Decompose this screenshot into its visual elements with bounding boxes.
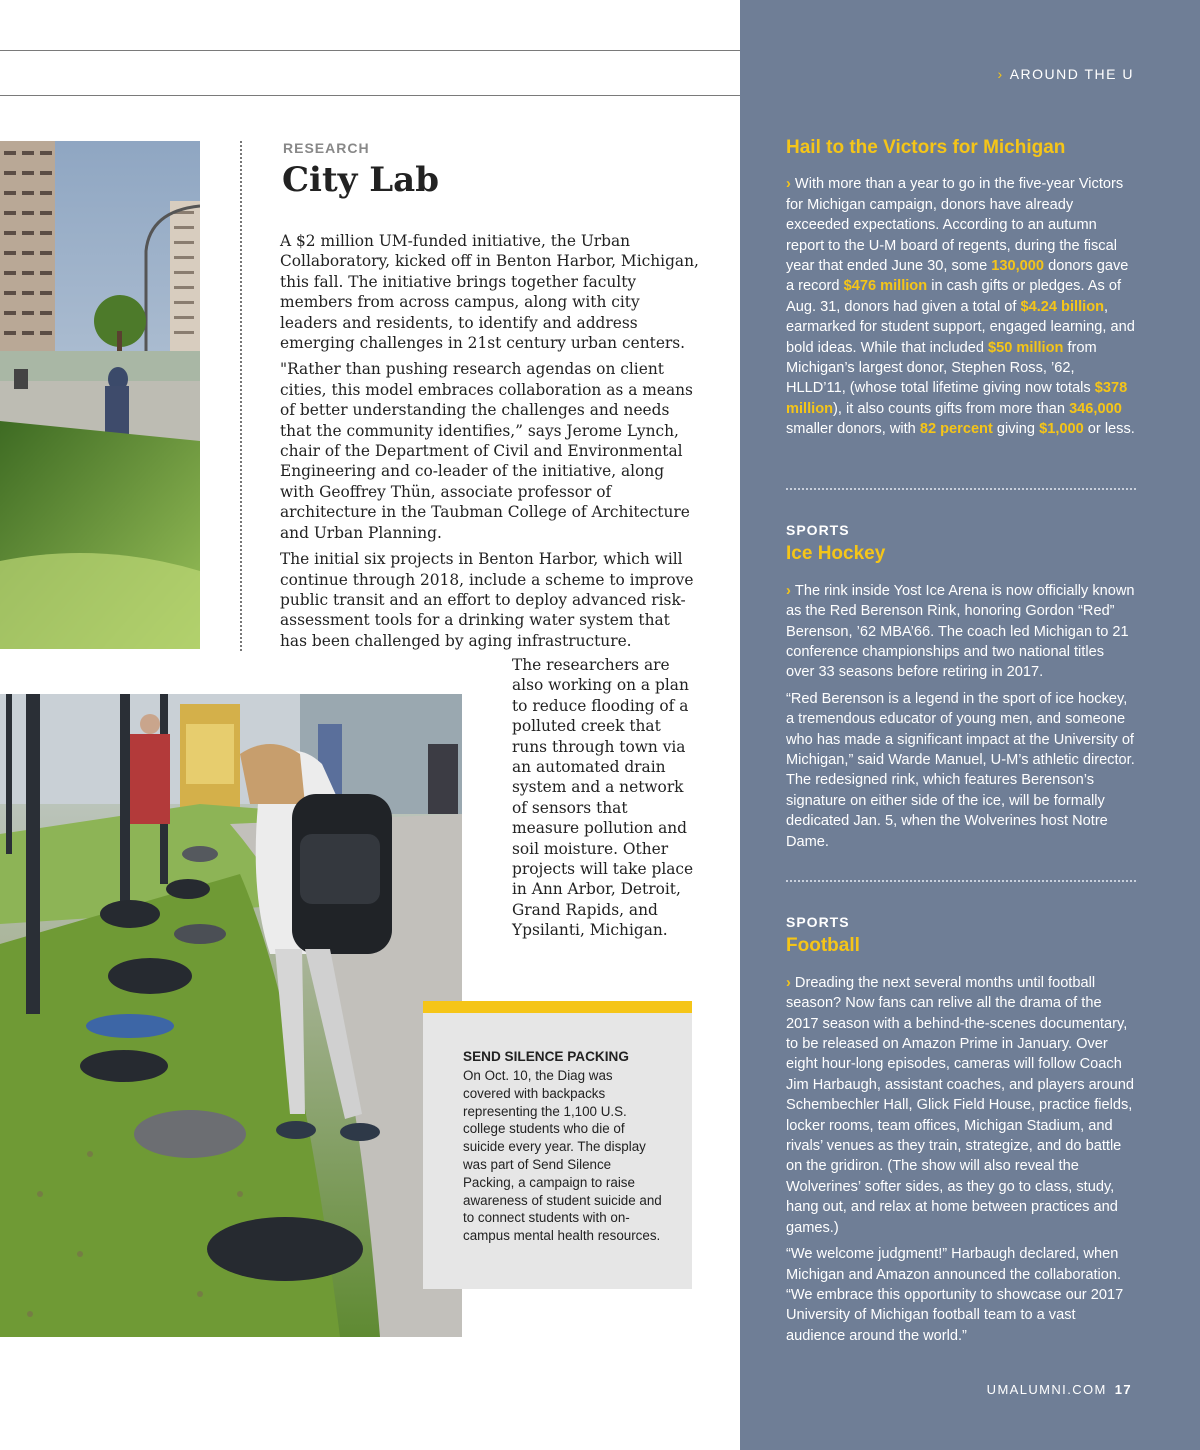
chevron-right-icon: ›	[997, 66, 1004, 82]
chevron-right-icon: ›	[786, 974, 795, 991]
victors-text-5: from Michigan’s largest donor, Stephen Ross, ’62, HLLD’11, (whose total lifetime giving now totals	[786, 339, 1097, 397]
victors-text-2: donors gave a record	[786, 258, 1129, 295]
footer-site: UMALUMNI.COM	[986, 1382, 1107, 1397]
football-section	[786, 912, 1136, 1352]
article-kicker: RESEARCH	[283, 140, 370, 156]
victors-text-6: ), it also counts gifts from more than	[833, 400, 1070, 417]
hockey-paragraph-2: “Red Berenson is a legend in the sport of ice hockey, a tremendous educator of young men, and someone who has made a significant impact at the University of Michigan,” said Warde Manuel, U-M’s athletic director. The redesigned rink, which features Berenson’s signature on either side of the ice, will be formally dedicated Jan. 5, when the Wolverines host Notre Dame.	[786, 690, 1135, 850]
hockey-paragraph-1-text: The rink inside Yost Ice Arena is now officially known as the Red Berenson Rink, honoring Gordon “Red” Berenson, ’62 MBA’66. The coach led Michigan to 21 conference championships and two national titles over 33 seasons before retiring in 2017.	[786, 582, 1135, 681]
hockey-section	[786, 520, 1136, 858]
section-tag	[998, 66, 1134, 82]
victors-title: Hail to the Victors for Michigan	[786, 137, 1066, 158]
article-paragraph-continued: The researchers are also working on a plan to reduce flooding of a polluted creek that runs through town via an automated drain system and a network of sensors that measure pollution and soil moisture. Other projects will take place in Ann Arbor, Detroit, Grand Rapids, and Ypsilanti, Michigan.	[512, 656, 694, 940]
victors-highlight-7: 82 percent	[919, 421, 993, 438]
divider	[786, 488, 1136, 490]
football-paragraph-1	[786, 973, 1136, 1238]
victors-highlight-5: $378 million	[786, 380, 1128, 417]
football-kicker: SPORTS	[786, 914, 850, 930]
chevron-right-icon: ›	[786, 176, 795, 193]
victors-text-3: in cash gifts or pledges. As of Aug. 31, donors had given a total of	[786, 278, 1122, 315]
urban-rendering-image	[0, 141, 200, 649]
backpacks-diag-photo	[0, 694, 462, 1337]
victors-text-9: or less.	[1083, 421, 1135, 438]
page-number: 17	[1114, 1382, 1132, 1397]
hockey-kicker: SPORTS	[786, 522, 850, 538]
caption-title: SEND SILENCE PACKING	[463, 1049, 629, 1064]
chevron-right-icon: ›	[786, 582, 795, 599]
page-footer	[987, 1382, 1132, 1397]
victors-highlight-6: 346,000	[1069, 400, 1122, 417]
photo-caption-box	[423, 1001, 692, 1289]
victors-section	[786, 138, 1136, 446]
football-paragraph-1-text: Dreading the next several months until football season? Now fans can relive all the drama of the 2017 season with a behind-the-scenes documentary, to be released on Amazon Prime in January. Over eight hour-long episodes, cameras will follow Coach Jim Harbaugh, assistant coaches, and players around Schembechler Hall, Glick Field House, practice fields, locker rooms, team offices, Michigan Stadium, and rivals’ venues as they train, strategize, and do battle on the gridiron. (The show will also reveal the Wolverines’ softer sides, as they go to class, study, hang out, and relax at home between practices and games.)	[786, 974, 1135, 1236]
sidebar-panel	[740, 0, 1200, 1450]
victors-highlight-8: $1,000	[1039, 421, 1084, 438]
article-title: City Lab	[282, 160, 439, 200]
article-body	[280, 231, 700, 657]
football-title: Football	[786, 935, 860, 957]
article-paragraph-3: The initial six projects in Benton Harbor, which will continue through 2018, include a scheme to improve public transit and an effort to deploy advanced risk-assessment tools for a drinking water system that has been challenged by aging infrastructure.	[280, 550, 694, 650]
article-paragraph-2: "Rather than pushing research agendas on client cities, this model embraces collaboration as a means of better understanding the challenges and needs that the community identifies,” says Jerome Lynch, chair of the Department of Civil and Environmental Engineering and co-leader of the initiative, along with Geoffrey Thün, associate professor of architecture in the Taubman College of Architecture and Urban Planning.	[280, 360, 693, 542]
football-paragraph-2: “We welcome judgment!” Harbaugh declared, when Michigan and Amazon announced the collaboration. “We embrace this opportunity to showcase our 2017 University of Michigan football team to a vast audience around the world.”	[786, 1246, 1124, 1344]
victors-body	[786, 174, 1136, 439]
victors-highlight-1: 130,000	[991, 258, 1045, 275]
victors-highlight-3: $4.24 billion	[1020, 298, 1105, 315]
header-rule	[0, 95, 740, 96]
victors-text-4: , earmarked for student support, engaged learning, and bold ideas. While that included	[786, 298, 1135, 356]
victors-highlight-2: $476 million	[843, 278, 928, 295]
hockey-paragraph-1	[786, 581, 1136, 683]
victors-text-7: smaller donors, with	[786, 421, 920, 438]
victors-highlight-4: $50 million	[988, 339, 1064, 356]
article-paragraph-1: A $2 million UM-funded initiative, the Urban Collaboratory, kicked off in Benton Harbor, Michigan, this fall. The initiative brings together faculty members from across campus, along with city leaders and residents, to identify and address emerging challenges in 21st century urban centers.	[280, 232, 699, 353]
victors-text-1: With more than a year to go in the five-year Victors for Michigan campaign, donors have already exceeded expectations. According to an autumn report to the U-M board of regents, during the fiscal year that ended June 30, some	[786, 176, 1124, 275]
victors-text-8: giving	[992, 421, 1040, 438]
divider	[786, 880, 1136, 882]
top-rule	[0, 50, 740, 51]
column-divider	[240, 141, 242, 651]
section-tag-label: AROUND THE U	[1009, 66, 1134, 82]
caption-text: On Oct. 10, the Diag was covered with backpacks representing the 1,100 U.S. college students who die of suicide every year. The display was part of Send Silence Packing, a campaign to raise awareness of student suicide and to connect students with on-campus mental health resources.	[463, 1068, 662, 1244]
hockey-title: Ice Hockey	[786, 543, 886, 565]
